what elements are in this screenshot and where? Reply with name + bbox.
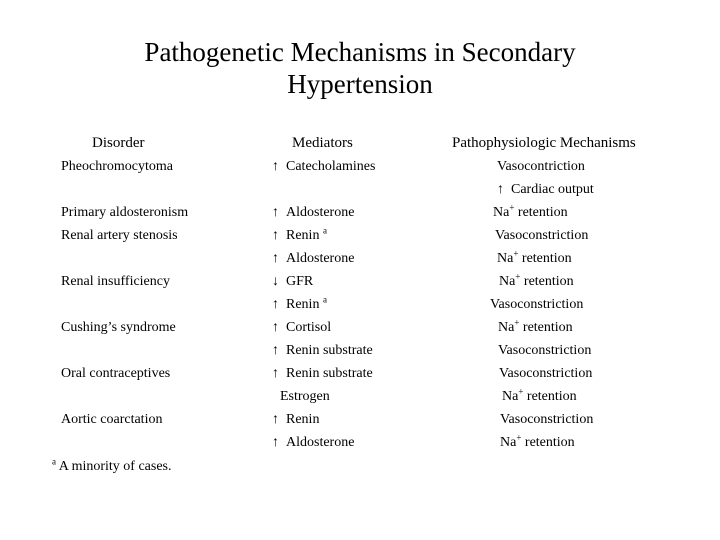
- mediator-text: Aldosterone: [286, 205, 355, 220]
- mechanism-text-rest: retention: [523, 389, 577, 404]
- mediator-text: Renin substrate: [286, 343, 373, 358]
- slide-title: [0, 36, 720, 100]
- footnote: [52, 458, 172, 476]
- mechanism-cell: [493, 204, 568, 222]
- mechanism-text: Na: [502, 389, 519, 404]
- mediator-cell: [272, 434, 354, 452]
- mediator-cell: [272, 204, 354, 222]
- mechanism-text: Na: [493, 205, 510, 220]
- mediator-cell: [272, 158, 375, 176]
- mechanism-text: Vasoconstriction: [490, 297, 584, 312]
- up-arrow-icon: ↑: [272, 366, 279, 381]
- superscript-plus: +: [514, 317, 520, 328]
- mechanism-text: Na: [500, 435, 517, 450]
- mediator-cell: [272, 365, 373, 383]
- footnote-text: A minority of cases.: [56, 459, 172, 474]
- title-line-1: Pathogenetic Mechanisms in Secondary: [144, 37, 576, 67]
- mediator-cell: [272, 342, 373, 360]
- mediator-cell: [272, 319, 331, 337]
- mechanism-text: Vasoconstriction: [495, 228, 589, 243]
- mechanism-text-rest: retention: [514, 205, 568, 220]
- superscript-plus: +: [515, 271, 521, 282]
- mechanism-cell: [497, 250, 572, 268]
- mechanism-cell: [497, 158, 585, 176]
- disorder-cell: Renal insufficiency: [61, 274, 170, 289]
- up-arrow-icon: ↑: [497, 182, 504, 197]
- mechanism-cell: [500, 411, 593, 429]
- mechanism-cell: [497, 181, 594, 199]
- mediator-cell: [280, 388, 330, 406]
- disorder-cell: Cushing’s syndrome: [61, 320, 176, 335]
- mechanism-text: Na: [499, 274, 516, 289]
- footnote-mark: a: [52, 456, 56, 467]
- footnote-marker: a: [322, 225, 327, 236]
- superscript-plus: +: [518, 386, 524, 397]
- up-arrow-icon: ↑: [272, 412, 279, 427]
- superscript-plus: +: [516, 432, 522, 443]
- mediator-text: Catecholamines: [286, 159, 376, 174]
- mechanism-cell: [500, 434, 575, 452]
- up-arrow-icon: ↑: [272, 159, 279, 174]
- up-arrow-icon: ↑: [272, 343, 279, 358]
- up-arrow-icon: ↑: [272, 251, 279, 266]
- mechanism-text-rest: retention: [520, 274, 574, 289]
- mechanism-cell: [490, 296, 583, 314]
- mechanism-text: Cardiac output: [511, 182, 594, 197]
- down-arrow-icon: ↓: [272, 274, 279, 289]
- mediator-cell: [272, 273, 313, 291]
- mediator-text: Renin: [286, 412, 320, 427]
- mechanism-text-rest: retention: [518, 251, 572, 266]
- mechanism-cell: [502, 388, 577, 406]
- disorder-cell: Pheochromocytoma: [61, 159, 173, 174]
- up-arrow-icon: ↑: [272, 297, 279, 312]
- header-mechanisms: Pathophysiologic Mechanisms: [452, 135, 636, 151]
- footnote-marker: a: [322, 294, 327, 305]
- up-arrow-icon: ↑: [272, 228, 279, 243]
- mechanism-text: Vasocontriction: [497, 159, 585, 174]
- mediator-cell: [272, 296, 327, 314]
- disorder-cell: Primary aldosteronism: [61, 205, 189, 220]
- mediator-text: Aldosterone: [286, 435, 355, 450]
- mediator-cell: [272, 227, 327, 245]
- mediator-text: Estrogen: [280, 389, 330, 404]
- mediator-text: Renin substrate: [286, 366, 373, 381]
- mechanism-text: Vasoconstriction: [500, 412, 594, 427]
- mediator-text: Renin: [286, 228, 320, 243]
- up-arrow-icon: ↑: [272, 435, 279, 450]
- mediator-text: GFR: [286, 274, 314, 289]
- mediator-text: Aldosterone: [286, 251, 355, 266]
- disorder-cell: Oral contraceptives: [61, 366, 171, 381]
- mechanism-text: Na: [498, 320, 515, 335]
- mechanism-cell: [498, 342, 591, 360]
- mechanism-text-rest: retention: [519, 320, 573, 335]
- title-line-2: Hypertension: [287, 69, 433, 99]
- mechanism-cell: [499, 273, 574, 291]
- up-arrow-icon: ↑: [272, 320, 279, 335]
- mechanism-text: Na: [497, 251, 514, 266]
- mechanism-text: Vasoconstriction: [499, 366, 593, 381]
- superscript-plus: +: [513, 248, 519, 259]
- header-mediators: Mediators: [292, 135, 353, 151]
- mediator-text: Renin: [286, 297, 320, 312]
- disorder-cell: Renal artery stenosis: [61, 228, 178, 243]
- mechanism-cell: [495, 227, 588, 245]
- up-arrow-icon: ↑: [272, 205, 279, 220]
- mediator-cell: [272, 250, 354, 268]
- mechanism-cell: [499, 365, 592, 383]
- superscript-plus: +: [509, 202, 515, 213]
- mechanism-text: Vasoconstriction: [498, 343, 592, 358]
- mediator-cell: [272, 411, 319, 429]
- header-disorder: Disorder: [92, 135, 145, 151]
- mechanism-text-rest: retention: [521, 435, 575, 450]
- disorder-cell: Aortic coarctation: [61, 412, 163, 427]
- mediator-text: Cortisol: [286, 320, 332, 335]
- mechanism-cell: [498, 319, 573, 337]
